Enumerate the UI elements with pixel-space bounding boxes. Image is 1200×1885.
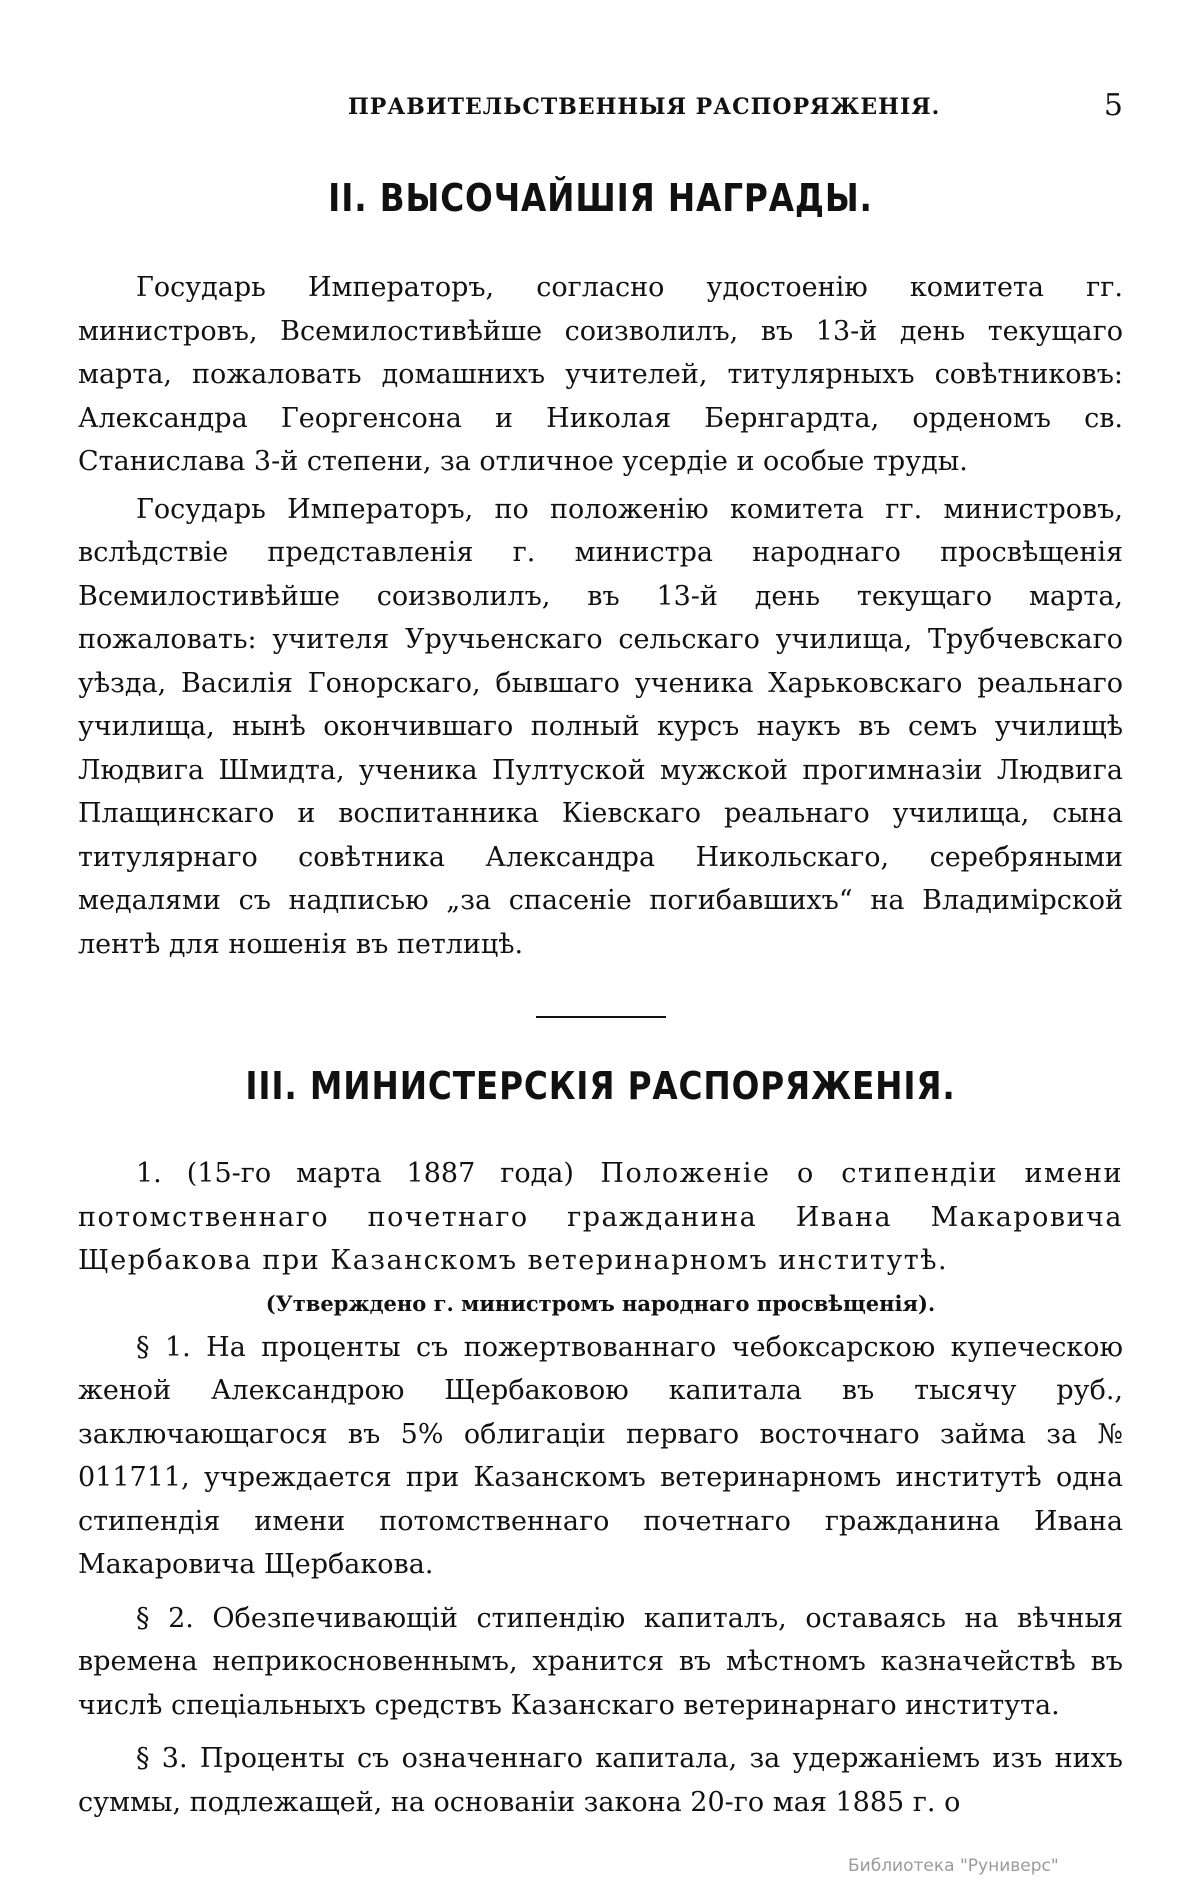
page-number: 5 <box>1103 88 1123 123</box>
section-heading-ministerial: III. МИНИСТЕРСКІЯ РАСПОРЯЖЕНІЯ. <box>245 1064 956 1108</box>
regulation-title <box>78 1152 1123 1283</box>
approval-note: (Утверждено г. министромъ народнаго просвѣщенія). <box>265 1290 936 1316</box>
page-body <box>78 78 1123 1824</box>
library-watermark: Библиотека "Руниверс" <box>848 1856 1059 1876</box>
section-awards-body <box>78 266 1123 966</box>
paragraph-section-1: § 1. На проценты съ пожертвованнаго чебоксарскою купеческою женой Александрою Щербаковою капитала въ тысячу руб., заключающагося въ 5% облигаціи перваго восточнаго займа за № 011711, учреждается при Казанскомъ ветеринарномъ институтѣ одна стипендія имени потомственнаго почетнаго гражданина Ивана Макаровича Щербакова. <box>78 1331 1123 1580</box>
regulation-date: 1. (15-го марта 1887 года) <box>136 1158 574 1189</box>
running-title: ПРАВИТЕЛЬСТВЕННЫЯ РАСПОРЯЖЕНІЯ. <box>348 94 941 120</box>
regulation-title-text: Положеніе о стипендіи имени потомственнаго почетнаго гражданина Ивана Макаровича Щербакова при Казанскомъ ветеринарномъ институтѣ. <box>78 1158 1123 1276</box>
section-heading-awards: II. ВЫСОЧАЙШІЯ НАГРАДЫ. <box>328 176 873 220</box>
running-header <box>78 78 1123 123</box>
awards-paragraph-2: Государь Императоръ, по положенію комитета гг. министровъ, вслѣдствіе представленія г. министра народнаго просвѣщенія Всемилостивѣйше соизволилъ, въ 13-й день текущаго марта, пожаловать: учителя Уручьенскаго сельскаго училища, Трубчевскаго уѣзда, Василія Гонорскаго, бывшаго ученика Харьковскаго реальнаго училища, нынѣ окончившаго полный курсъ наукъ въ семъ училищѣ Людвига Шмидта, ученика Пултуской мужской прогимназіи Людвига Плащинскаго и воспитанника Кіевскаго реальнаго училища, сына титулярнаго совѣтника Александра Никольскаго, серебряными медалями съ надписью „за спасеніе погибавшихъ“ на Владимірской лентѣ для ношенія въ петлицѣ. <box>78 493 1123 960</box>
paragraph-section-3: § 3. Проценты съ означеннаго капитала, за удержаніемъ изъ нихъ суммы, подлежащей, на основаніи закона 20-го мая 1885 г. о <box>78 1743 1123 1818</box>
section-divider <box>536 1016 666 1018</box>
paragraph-section-2: § 2. Обезпечивающій стипендію капиталъ, оставаясь на вѣчныя времена неприкосновеннымъ, хранится въ мѣстномъ казначействѣ въ числѣ спеціальныхъ средствъ Казанскаго ветеринарнаго института. <box>78 1602 1123 1721</box>
awards-paragraph-1: Государь Императоръ, согласно удостоенію комитета гг. министровъ, Всемилостивѣйше соизволилъ, въ 13-й день текущаго марта, пожаловать домашнихъ учителей, титулярныхъ совѣтниковъ: Александра Георгенсона и Николая Бернгардта, орденомъ св. Станислава 3-й степени, за отличное усердіе и особые труды. <box>78 272 1123 477</box>
